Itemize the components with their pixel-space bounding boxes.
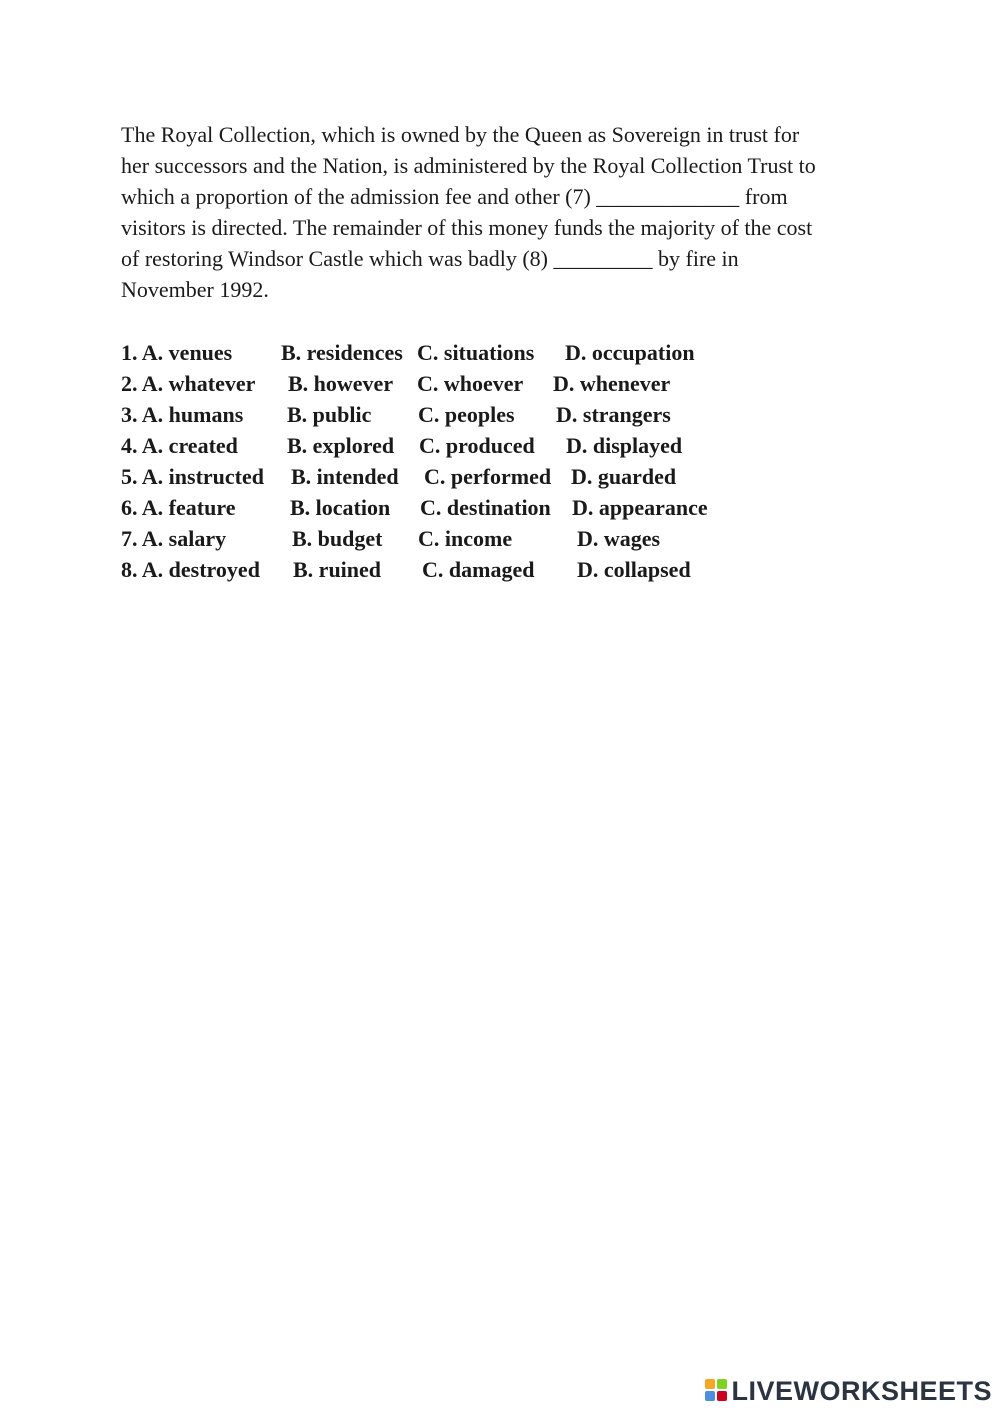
option-c: C. situations: [417, 340, 535, 365]
option-d: D. whenever: [553, 371, 671, 396]
option-d: D. strangers: [556, 402, 671, 427]
reading-passage: [121, 119, 881, 305]
liveworksheets-watermark: [705, 1373, 992, 1409]
option-b: B. ruined: [293, 557, 382, 582]
passage-line: November 1992.: [121, 277, 269, 302]
question-row-3: [121, 399, 881, 430]
option-a: 1. A. venues: [121, 340, 233, 365]
question-row-2: [121, 368, 881, 399]
question-row-8: [121, 554, 881, 585]
passage-line: visitors is directed. The remainder of this money funds the majority of the cost: [121, 215, 813, 240]
option-c: C. damaged: [422, 557, 535, 582]
option-d: D. displayed: [566, 433, 683, 458]
question-row-4: [121, 430, 881, 461]
watermark-text: LIVEWORKSHEETS: [731, 1375, 992, 1406]
passage-line: of restoring Windsor Castle which was badly (8) _________ by fire in: [121, 246, 739, 271]
logo-square: [705, 1391, 715, 1401]
option-c: C. produced: [419, 433, 535, 458]
option-a: 8. A. destroyed: [121, 557, 260, 582]
option-b: B. however: [288, 371, 394, 396]
question-row-6: [121, 492, 881, 523]
option-b: B. public: [287, 402, 372, 427]
question-row-7: [121, 523, 881, 554]
answer-options: [121, 337, 881, 585]
option-c: C. whoever: [417, 371, 524, 396]
logo-square: [717, 1391, 727, 1401]
option-a: 6. A. feature: [121, 495, 236, 520]
passage-line: which a proportion of the admission fee and other (7) _____________ from: [121, 184, 788, 209]
option-d: D. appearance: [572, 495, 708, 520]
passage-line: The Royal Collection, which is owned by the Queen as Sovereign in trust for: [121, 122, 800, 147]
logo-square: [705, 1379, 715, 1389]
option-a: 2. A. whatever: [121, 371, 256, 396]
option-d: D. collapsed: [577, 557, 691, 582]
option-a: 3. A. humans: [121, 402, 244, 427]
liveworksheets-logo-icon: [705, 1379, 729, 1403]
option-a: 7. A. salary: [121, 526, 227, 551]
option-b: B. budget: [292, 526, 383, 551]
option-a: 4. A. created: [121, 433, 238, 458]
logo-square: [717, 1379, 727, 1389]
option-b: B. explored: [287, 433, 395, 458]
passage-line: her successors and the Nation, is administered by the Royal Collection Trust to: [121, 153, 816, 178]
option-d: D. wages: [577, 526, 661, 551]
option-b: B. location: [290, 495, 391, 520]
option-c: C. income: [418, 526, 513, 551]
option-c: C. performed: [424, 464, 552, 489]
option-a: 5. A. instructed: [121, 464, 264, 489]
option-b: B. residences: [281, 340, 403, 365]
option-b: B. intended: [291, 464, 399, 489]
option-d: D. guarded: [571, 464, 677, 489]
option-c: C. destination: [420, 495, 551, 520]
question-row-1: [121, 337, 881, 368]
question-row-5: [121, 461, 881, 492]
option-c: C. peoples: [418, 402, 515, 427]
option-d: D. occupation: [565, 340, 695, 365]
